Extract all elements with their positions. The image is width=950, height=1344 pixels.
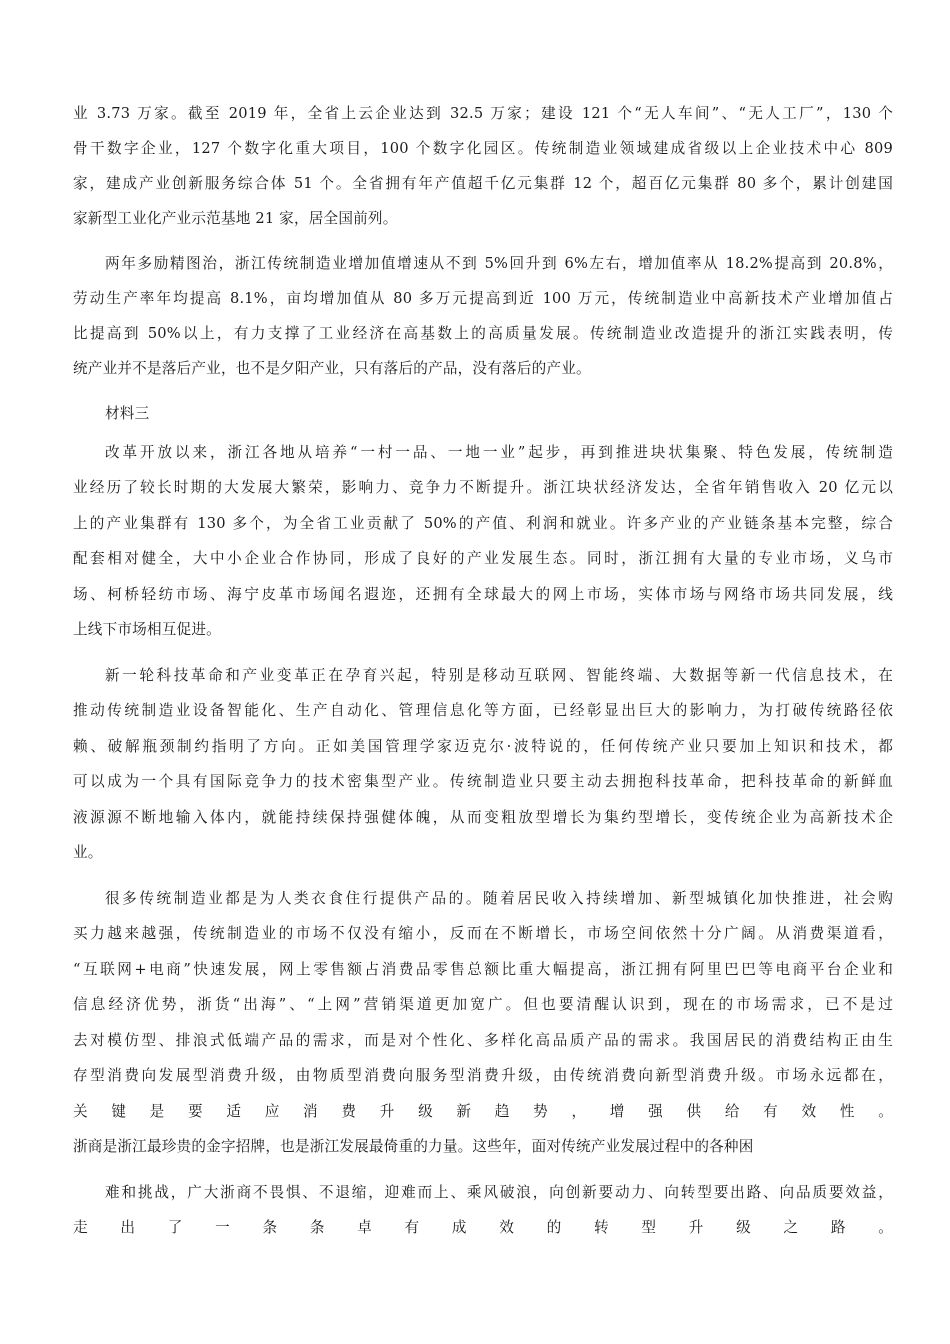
text-line: 信息经济优势，浙货“出海”、“上网”营销渠道更加宽广。但也要清醒认识到，现在的市场需求，已不是过 — [73, 996, 893, 1013]
text-line: 业 3.73 万家。截至 2019 年，全省上云企业达到 32.5 万家；建设 121 个“无人车间”、“无人工厂”，130 个 — [73, 105, 893, 122]
text-line: 劳动生产率年均提高 8.1%，亩均增加值从 80 多万元提高到近 100 万元，传统制造业中高新技术产业增加值占 — [73, 290, 893, 307]
text-line: 骨干数字企业，127 个数字化重大项目，100 个数字化园区。传统制造业领域建成省级以上企业技术中心 809 — [73, 140, 893, 157]
text-line: 家新型工业化产业示范基地 21 家，居全国前列。 — [73, 210, 398, 227]
text-line: 上的产业集群有 130 多个，为全省工业贡献了 50%的产值、利润和就业。许多产业的产业链条基本完整，综合 — [73, 515, 893, 532]
text-line: 业。 — [73, 844, 103, 861]
text-line: 业经历了较长时期的大发展大繁荣，影响力、竞争力不断提升。浙江块状经济发达，全省年销售收入 20 亿元以 — [73, 479, 893, 496]
text-line: 场、柯桥轻纺市场、海宁皮革市场闻名遐迩，还拥有全球最大的网上市场，实体市场与网络市场共同发展，线 — [73, 586, 893, 603]
text-line: 赖、破解瓶颈制约指明了方向。正如美国管理学家迈克尔·波特说的，任何传统产业只要加上知识和技术，都 — [73, 738, 893, 755]
text-line: 浙商是浙江最珍贵的金字招牌，也是浙江发展最倚重的力量。这些年，面对传统产业发展过程中的各种困 — [73, 1138, 754, 1155]
text-line: 液源源不断地输入体内，就能持续保持强健体魄，从而变粗放型增长为集约型增长，变传统企业为高新技术企 — [73, 809, 893, 826]
text-line: “互联网+电商”快速发展，网上零售额占消费品零售总额比重大幅提高，浙江拥有阿里巴巴等电商平台企业和 — [73, 961, 893, 978]
text-line: 可以成为一个具有国际竞争力的技术密集型产业。传统制造业只要主动去拥抱科技革命，把科技革命的新鲜血 — [73, 773, 893, 790]
text-line: 买力越来越强，传统制造业的市场不仅没有缩小，反而在不断增长，市场空间依然十分广阔。从消费渠道看， — [73, 925, 893, 942]
paragraph-start-line: 很多传统制造业都是为人类衣食住行提供产品的。随着居民收入持续增加、新型城镇化加快推进，社会购 — [105, 890, 893, 907]
section-heading: 材料三 — [105, 405, 150, 422]
text-line: 比提高到 50%以上，有力支撑了工业经济在高基数上的高质量发展。传统制造业改造提升的浙江实践表明，传 — [73, 325, 893, 342]
text-line: 去对模仿型、排浪式低端产品的需求，而是对个性化、多样化高品质产品的需求。我国居民的消费结构正由生 — [73, 1032, 893, 1049]
text-line: 推动传统制造业设备智能化、生产自动化、管理信息化等方面，已经彰显出巨大的影响力，为打破传统路径依 — [73, 702, 893, 719]
text-line: 家，建成产业创新服务综合体 51 个。全省拥有年产值超千亿元集群 12 个，超百亿元集群 80 多个，累计创建国 — [73, 175, 893, 192]
paragraph-start-line: 难和挑战，广大浙商不畏惧、不退缩，迎难而上、乘风破浪，向创新要动力、向转型要出路、向品质要效益， — [105, 1184, 893, 1201]
paragraph-start-line: 改革开放以来，浙江各地从培养“一村一品、一地一业”起步，再到推进块状集聚、特色发展，传统制造 — [105, 444, 893, 461]
paragraph-start-line: 两年多励精图治，浙江传统制造业增加值增速从不到 5%回升到 6%左右，增加值率从 18.2%提高到 20.8%， — [105, 255, 893, 272]
paragraph-start-line: 新一轮科技革命和产业变革正在孕育兴起，特别是移动互联网、智能终端、大数据等新一代信息技术，在 — [105, 667, 893, 684]
text-line: 上线下市场相互促进。 — [73, 621, 221, 638]
text-line: 关键是要适应消费升级新趋势，增强供给有效性。 — [73, 1103, 893, 1120]
text-line: 统产业并不是落后产业，也不是夕阳产业，只有落后的产品，没有落后的产业。 — [73, 360, 591, 377]
text-line: 走出了一条条卓有成效的转型升级之路。 — [73, 1219, 893, 1236]
text-line: 配套相对健全，大中小企业合作协同，形成了良好的产业发展生态。同时，浙江拥有大量的专业市场，义乌市 — [73, 550, 893, 567]
text-line: 存型消费向发展型消费升级，由物质型消费向服务型消费升级，由传统消费向新型消费升级。市场永远都在， — [73, 1067, 893, 1084]
